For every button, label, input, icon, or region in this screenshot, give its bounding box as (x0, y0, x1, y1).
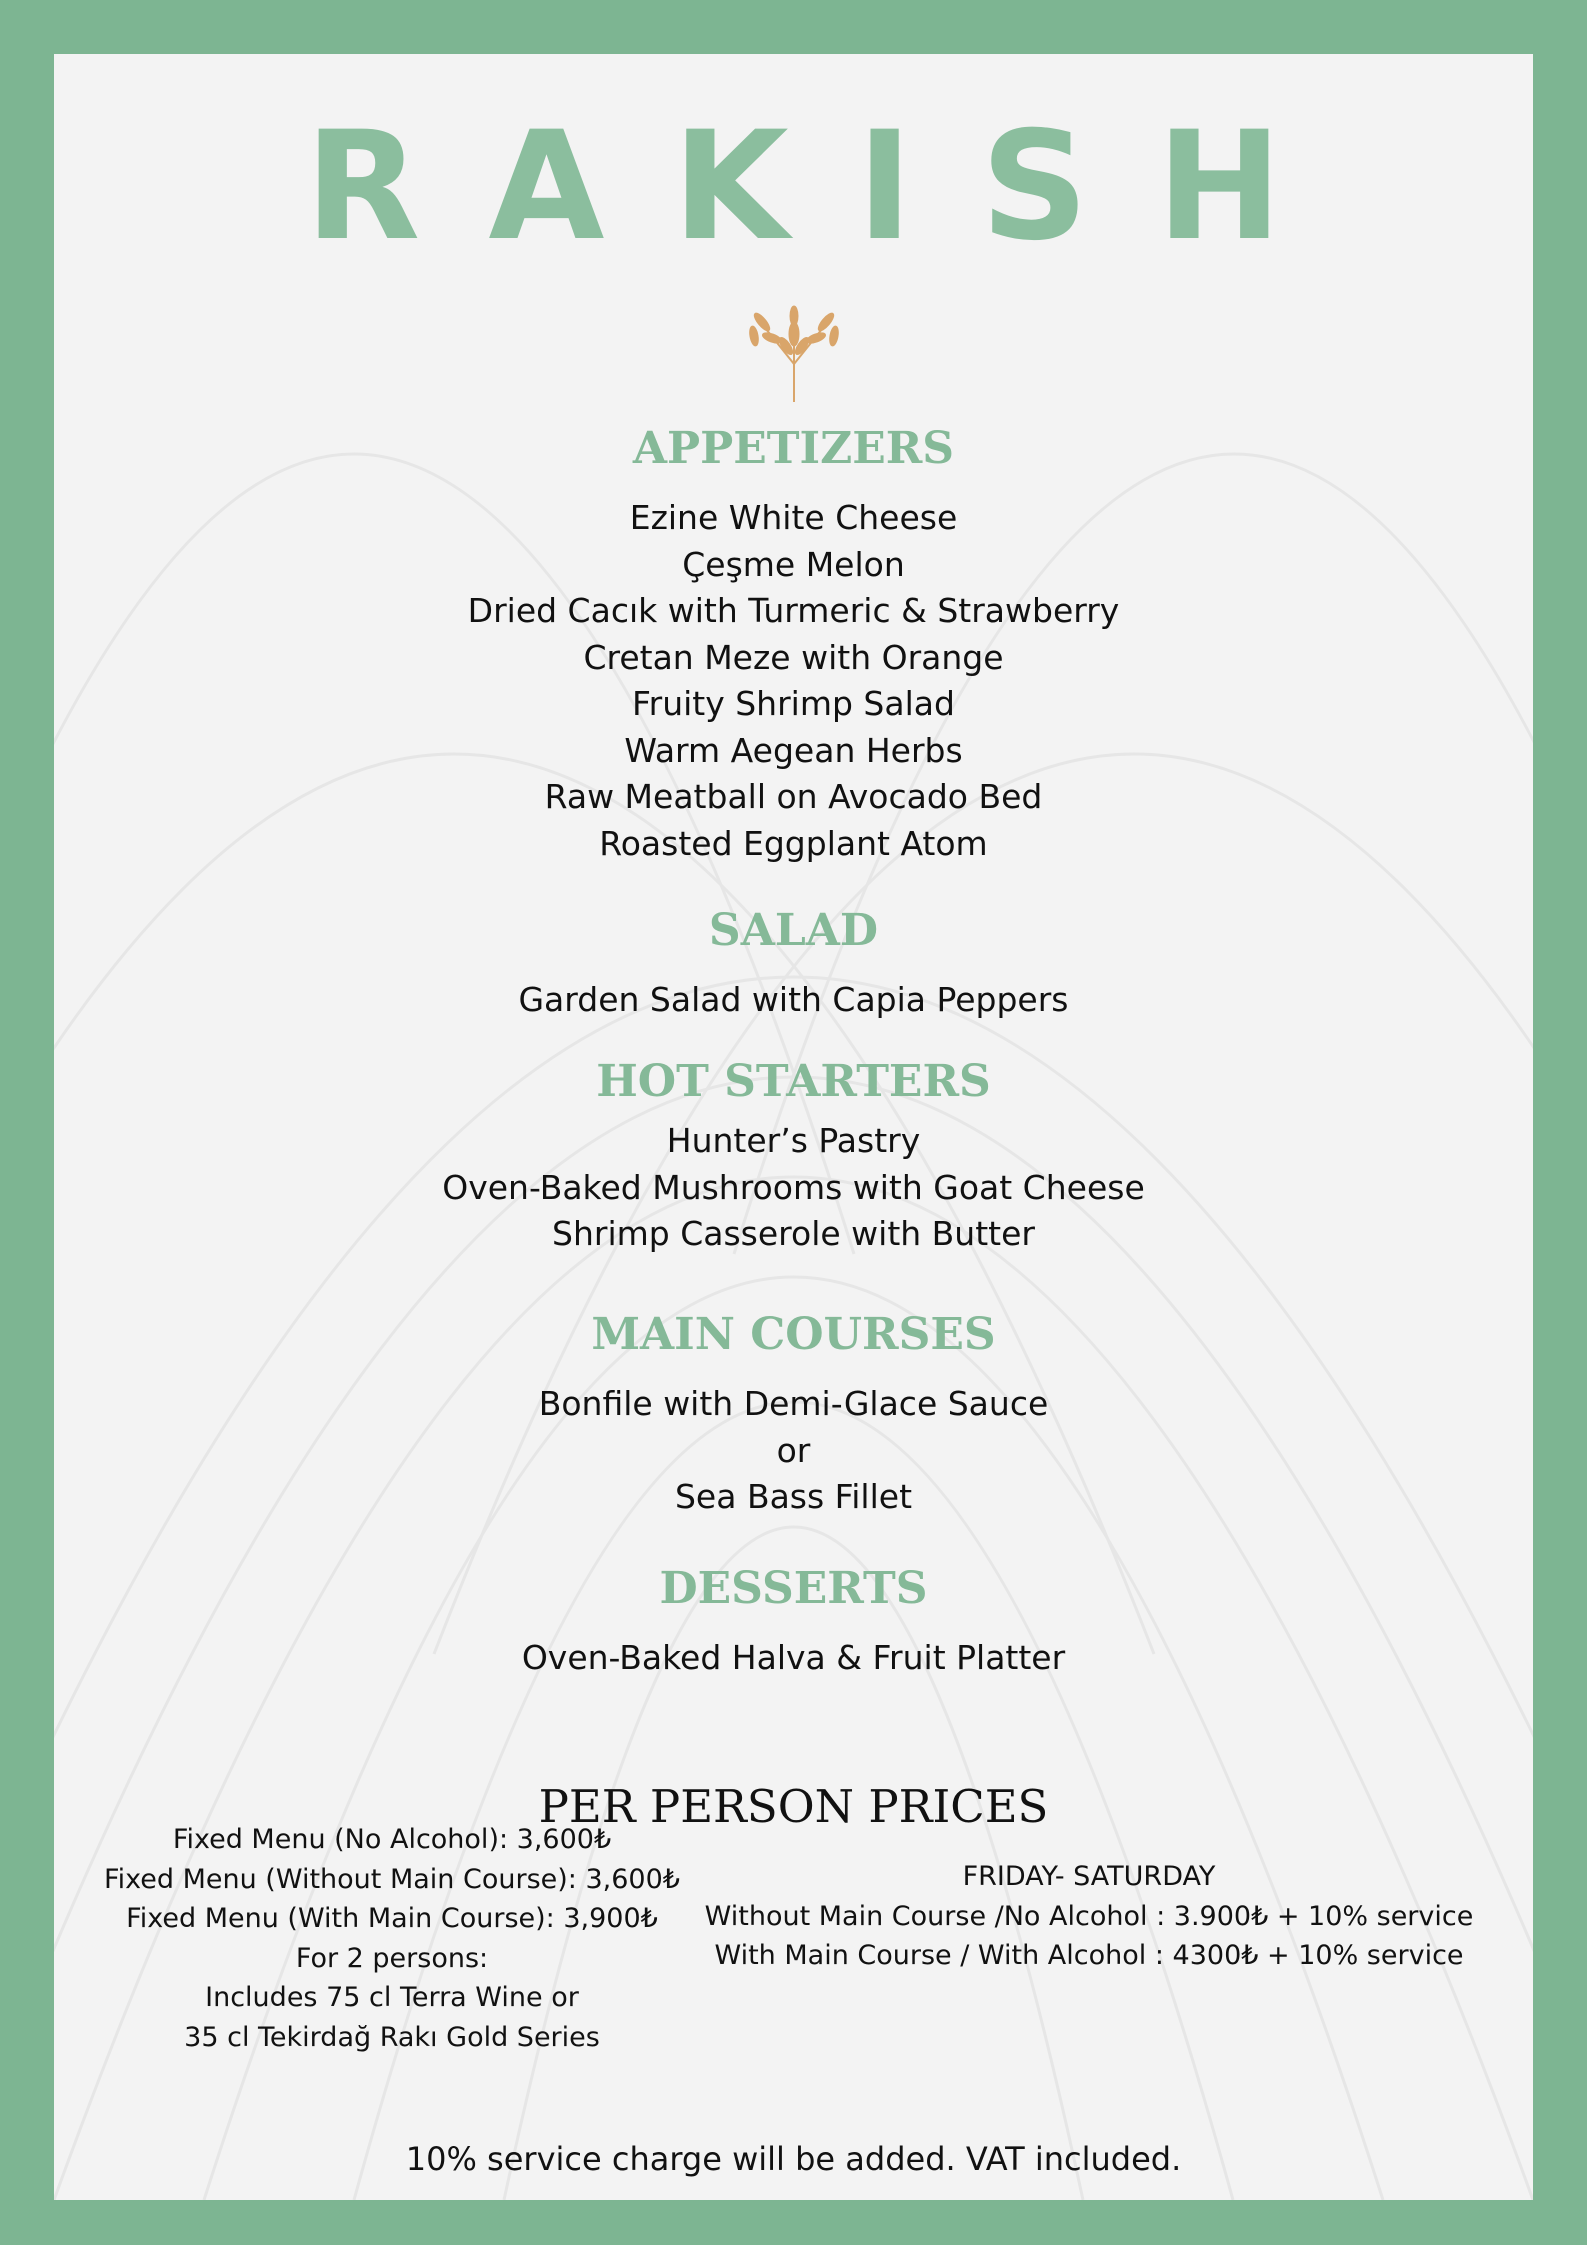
section-title: MAIN COURSES (591, 1309, 996, 1360)
menu-item: Oven-Baked Halva & Fruit Platter (521, 1638, 1066, 1677)
section-title: APPETIZERS (632, 423, 955, 474)
section-desserts (54, 1563, 1533, 1682)
menu-item: Warm Aegean Herbs (624, 730, 963, 770)
price-line: Fixed Menu (With Main Course): 3,900₺ (126, 1903, 658, 1934)
menu-item: Roasted Eggplant Atom (599, 823, 988, 863)
menu-item: Dried Cacık with Turmeric & Strawberry (467, 591, 1120, 630)
menu-item: Hunter’s Pastry (666, 1121, 921, 1160)
section-main-courses (54, 1309, 1533, 1521)
section-appetizers (54, 423, 1533, 867)
prices-left (54, 1820, 730, 2057)
price-line: Fixed Menu (Without Main Course): 3,600₺ (104, 1863, 680, 1895)
menu-item: Fruity Shrimp Salad (632, 684, 955, 723)
footer-note: 10% service charge will be added. VAT included. (405, 2140, 1182, 2178)
price-line: Without Main Course /No Alcohol : 3.900₺ + 10% service (704, 1900, 1474, 1932)
menu-item: Bonfile with Demi-Glace Sauce (538, 1384, 1049, 1423)
menu-page (54, 54, 1533, 2200)
prices-right (694, 1857, 1484, 1976)
menu-item: Shrimp Casserole with Butter (552, 1214, 1035, 1253)
section-title: HOT STARTERS (596, 1056, 991, 1107)
price-line: With Main Course / With Alcohol : 4300₺ + 10% service (714, 1940, 1464, 1971)
menu-item: Raw Meatball on Avocado Bed (544, 777, 1043, 816)
menu-item: Garden Salad with Capia Peppers (518, 980, 1069, 1019)
menu-item: Çeşme Melon (682, 544, 905, 584)
section-title: DESSERTS (659, 1563, 928, 1614)
menu-item: Cretan Meze with Orange (583, 637, 1004, 677)
price-line: For 2 persons: (295, 1942, 489, 1974)
section-hot-starters (54, 1056, 1533, 1258)
rakish-logo: RAKISH (304, 100, 1351, 274)
price-line: 35 cl Tekirdağ Rakı Gold Series (184, 2021, 600, 2053)
wheat-icon (732, 294, 856, 402)
menu-item: Oven-Baked Mushrooms with Goat Cheese (442, 1167, 1145, 1207)
price-line: FRIDAY- SATURDAY (962, 1861, 1216, 1892)
menu-item: or (776, 1430, 811, 1470)
price-line: Includes 75 cl Terra Wine or (205, 1982, 579, 2013)
price-line: Fixed Menu (No Alcohol): 3,600₺ (172, 1824, 612, 1855)
section-salad (54, 905, 1533, 1024)
menu-item: Sea Bass Fillet (674, 1477, 913, 1516)
prices-title: PER PERSON PRICES (538, 1780, 1049, 1833)
section-title: SALAD (708, 905, 879, 956)
menu-item: Ezine White Cheese (629, 498, 958, 537)
